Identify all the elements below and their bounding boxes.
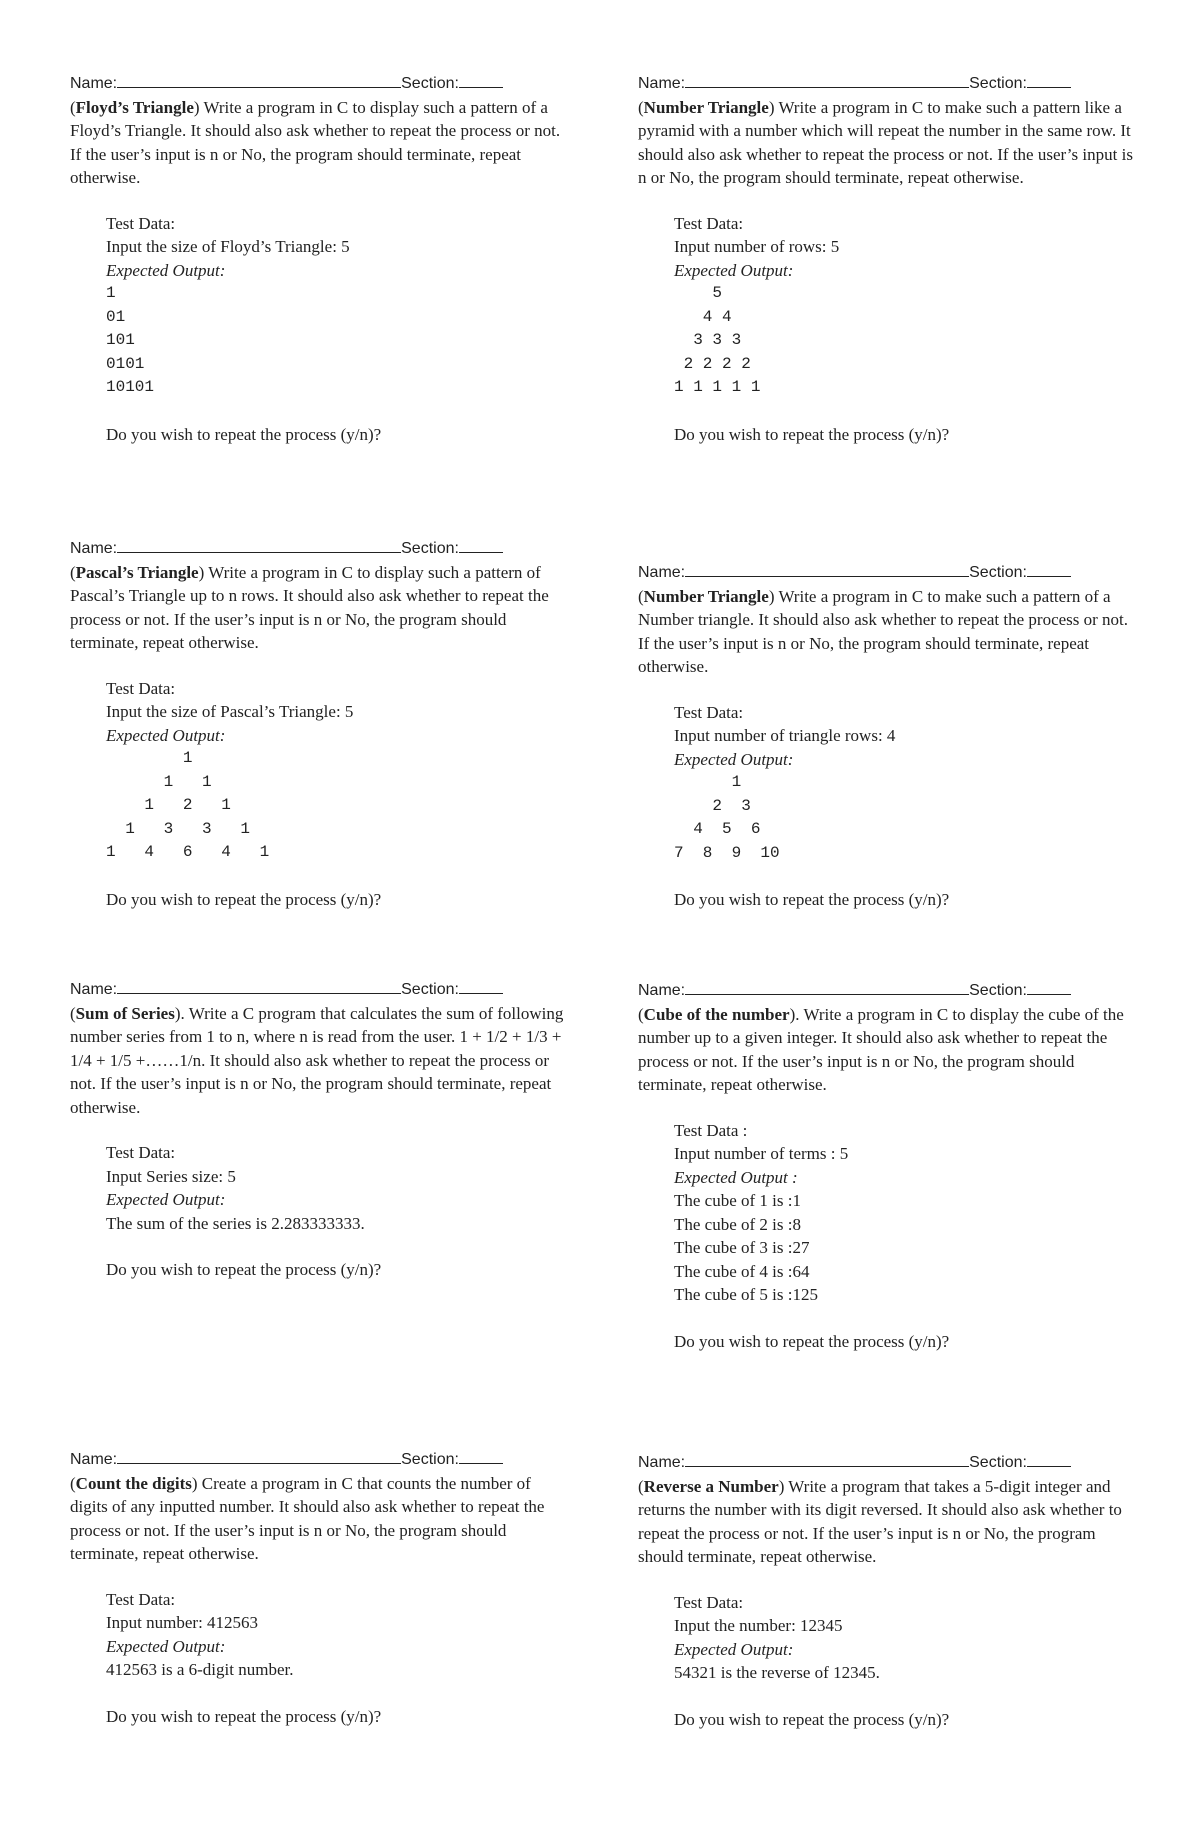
section-blank-line <box>1027 561 1071 577</box>
output-line: 1 <box>674 773 742 791</box>
section-label: Section: <box>401 540 459 557</box>
output-line: 2 2 2 2 <box>674 354 751 373</box>
card-header <box>70 978 570 1002</box>
section-blank-line <box>1027 1451 1071 1467</box>
output-line: 4 4 <box>674 307 732 326</box>
repeat-prompt: Do you wish to repeat the process (y/n)? <box>106 1706 382 1726</box>
name-label: Name: <box>70 75 118 92</box>
test-input-line: Input the size of Pascal’s Triangle: 5 <box>106 702 354 721</box>
problem-description: Write a program in C to display the cube of the number up to a given integer. It should also ask whether to repeat the process or not. If the user’s input is n or No, the program should terminate, repeat otherwise. <box>638 1004 1124 1094</box>
card-header <box>638 72 1138 96</box>
section-label: Section: <box>401 1451 459 1468</box>
expected-output-label: Expected Output: <box>674 260 794 280</box>
test-data-block <box>674 1119 1138 1354</box>
output-line: 1 4 6 4 1 <box>106 843 270 861</box>
test-data-label: Test Data: <box>674 213 744 233</box>
output-line: 54321 is the reverse of 12345. <box>674 1663 880 1682</box>
test-data-label: Test Data : <box>674 1120 748 1140</box>
problem-description: Write a program that takes a 5-digit integer and returns the number with its digit reversed. It should also ask whether to repeat the process or not. If the user’s input is n or No, the program should terminate, repeat otherwise. <box>638 1476 1122 1566</box>
output-line: 1 <box>106 284 116 302</box>
name-blank-line <box>685 979 969 995</box>
problem-description: Write a program in C to make such a pattern of a Number triangle. It should also ask whether to repeat the process or not. If the user’s input is n or No, the program should terminate, repeat otherwise. <box>638 586 1129 676</box>
section-blank-line <box>459 72 503 88</box>
test-input-line: Input the number: 12345 <box>674 1616 843 1635</box>
name-label: Name: <box>638 75 686 92</box>
section-label: Section: <box>969 75 1027 92</box>
exercise-card-sum-of-series <box>70 978 570 1282</box>
output-line: 412563 is a 6-digit number. <box>106 1660 294 1679</box>
exercise-card-count-digits <box>70 1448 570 1728</box>
test-input-line: Input number of rows: 5 <box>674 237 840 256</box>
problem-title: Number Triangle <box>643 586 769 606</box>
problem-statement: (Sum of Series). Write a C program that calculates the sum of following number series from 1 to n, where n is read from the user. 1 + 1/2 + 1/3 + 1/4 + 1/5 +……1/n. It should also ask whether to repeat the process or not. If the user’s input is n or No, the program should terminate, repeat otherwise. <box>70 1003 564 1117</box>
test-data-block <box>106 677 570 912</box>
section-blank-line <box>459 537 503 553</box>
problem-description: Write a C program that calculates the sum of following number series from 1 to n, where n is read from the user. 1 + 1/2 + 1/3 + 1/4 + 1/5 +……1/n. It should also ask whether to repeat the process or not. If the user’s input is n or No, the program should terminate, repeat otherwise. <box>70 1003 564 1117</box>
output-line: The cube of 4 is :64 <box>674 1261 810 1281</box>
output-line: 0101 <box>106 354 145 373</box>
problem-statement: (Count the digits) Create a program in C that counts the number of digits of any inputted number. It should also ask whether to repeat the process or not. If the user’s input is n or No, the program should terminate, repeat otherwise. <box>70 1473 545 1563</box>
name-label: Name: <box>638 564 686 581</box>
output-line: 5 <box>674 284 723 302</box>
name-blank-line <box>117 978 401 994</box>
name-label: Name: <box>638 1454 686 1471</box>
test-data-label: Test Data: <box>106 1143 176 1162</box>
test-input-line: Input number: 412563 <box>106 1613 259 1632</box>
test-input-line: Input the size of Floyd’s Triangle: 5 <box>106 237 350 256</box>
output-line: The sum of the series is 2.283333333. <box>106 1213 365 1233</box>
card-header <box>638 979 1138 1003</box>
test-input-line: Input number of triangle rows: 4 <box>674 726 896 745</box>
expected-output-label: Expected Output: <box>106 260 226 280</box>
output-line: 1 1 <box>106 772 212 791</box>
exercise-card-floyds-triangle <box>70 72 570 446</box>
problem-title: Pascal’s Triangle <box>75 562 199 582</box>
section-blank-line <box>459 978 503 994</box>
name-blank-line <box>117 1448 401 1464</box>
output-line: The cube of 1 is :1 <box>674 1191 801 1210</box>
problem-statement: (Pascal’s Triangle) Write a program in C to display such a pattern of Pascal’s Triangle up to n rows. It should also ask whether to repeat the process or not. If the user’s input is n or No, the program should terminate, repeat otherwise. <box>70 562 549 652</box>
problem-title: Floyd’s Triangle <box>75 97 194 117</box>
test-data-label: Test Data: <box>106 213 176 233</box>
card-header <box>638 1451 1138 1475</box>
section-label: Section: <box>969 1454 1027 1471</box>
problem-title: Cube of the number <box>643 1004 790 1024</box>
exercise-card-cube-of-number <box>638 979 1138 1353</box>
section-blank-line <box>1027 979 1071 995</box>
name-blank-line <box>117 72 401 88</box>
name-label: Name: <box>638 982 686 999</box>
output-line: 1 1 1 1 1 <box>674 378 761 396</box>
test-data-label: Test Data: <box>106 678 176 698</box>
repeat-prompt: Do you wish to repeat the process (y/n)? <box>106 424 382 444</box>
expected-output-label: Expected Output: <box>106 725 226 745</box>
test-input-line: Input Series size: 5 <box>106 1166 236 1186</box>
name-blank-line <box>685 1451 969 1467</box>
repeat-prompt: Do you wish to repeat the process (y/n)? <box>106 1260 382 1279</box>
card-header <box>70 1448 570 1472</box>
section-label: Section: <box>969 564 1027 581</box>
output-line: 4 5 6 <box>674 820 761 838</box>
test-data-block <box>106 212 570 447</box>
expected-output-label: Expected Output: <box>106 1190 226 1209</box>
problem-statement: (Number Triangle) Write a program in C to make such a pattern like a pyramid with a number which will repeat the number in the same row. It should also ask whether to repeat the process or not. If the user’s input is n or No, the program should terminate, repeat otherwise. <box>638 97 1133 187</box>
output-line: 1 3 3 1 <box>106 819 251 838</box>
exercise-card-reverse-number <box>638 1451 1138 1731</box>
output-line: 1 2 1 <box>106 796 231 814</box>
problem-description: Write a program in C to make such a pattern like a pyramid with a number which will repeat the number in the same row. It should also ask whether to repeat the process or not. If the user’s input is n or No, the program should terminate, repeat otherwise. <box>638 97 1133 187</box>
name-label: Name: <box>70 540 118 557</box>
expected-output-label: Expected Output: <box>674 749 794 769</box>
problem-title: Count the digits <box>75 1473 192 1493</box>
test-data-label: Test Data: <box>674 1592 744 1612</box>
output-line: The cube of 3 is :27 <box>674 1238 810 1257</box>
name-label: Name: <box>70 981 118 998</box>
exercise-card-number-pyramid <box>638 72 1138 446</box>
output-line: 7 8 9 10 <box>674 843 780 862</box>
problem-statement: (Floyd’s Triangle) Write a program in C to display such a pattern of a Floyd’s Triangle. It should also ask whether to repeat the process or not. If the user’s input is n or No, the program should terminate, repeat otherwise. <box>70 97 561 187</box>
name-label: Name: <box>70 1451 118 1468</box>
repeat-prompt: Do you wish to repeat the process (y/n)? <box>106 889 382 909</box>
problem-description: Write a program in C to display such a pattern of Pascal’s Triangle up to n rows. It should also ask whether to repeat the process or not. If the user’s input is n or No, the program should terminate, repeat otherwise. <box>70 562 549 652</box>
problem-statement: (Reverse a Number) Write a program that takes a 5-digit integer and returns the number with its digit reversed. It should also ask whether to repeat the process or not. If the user’s input is n or No, the program should terminate, repeat otherwise. <box>638 1476 1122 1566</box>
exercise-card-pascals-triangle <box>70 537 570 911</box>
repeat-prompt: Do you wish to repeat the process (y/n)? <box>674 890 950 909</box>
exercise-card-number-triangle <box>638 561 1138 912</box>
output-line: 2 3 <box>674 796 751 815</box>
test-data-block <box>106 1588 570 1729</box>
expected-output-label: Expected Output : <box>674 1167 798 1187</box>
problem-description: Create a program in C that counts the number of digits of any inputted number. It should also ask whether to repeat the process or not. If the user’s input is n or No, the program should terminate, repeat otherwise. <box>70 1473 545 1563</box>
problem-statement: (Cube of the number). Write a program in C to display the cube of the number up to a given integer. It should also ask whether to repeat the process or not. If the user’s input is n or No, the program should terminate, repeat otherwise. <box>638 1004 1124 1094</box>
card-header <box>638 561 1138 585</box>
test-data-block <box>106 1141 570 1282</box>
name-blank-line <box>685 72 969 88</box>
name-blank-line <box>117 537 401 553</box>
card-header <box>70 537 570 561</box>
expected-output-label: Expected Output: <box>674 1639 794 1659</box>
repeat-prompt: Do you wish to repeat the process (y/n)? <box>674 424 950 444</box>
output-line: 1 <box>106 749 193 767</box>
test-input-line: Input number of terms : 5 <box>674 1144 849 1163</box>
problem-title: Sum of Series <box>75 1003 175 1023</box>
section-label: Section: <box>401 75 459 92</box>
output-line: 01 <box>106 307 126 326</box>
output-line: 3 3 3 <box>674 331 742 349</box>
section-blank-line <box>459 1448 503 1464</box>
test-data-block <box>674 701 1138 912</box>
problem-title: Number Triangle <box>643 97 769 117</box>
section-blank-line <box>1027 72 1071 88</box>
problem-title: Reverse a Number <box>643 1476 779 1496</box>
output-line: 101 <box>106 331 135 349</box>
name-blank-line <box>685 561 969 577</box>
problem-statement: (Number Triangle) Write a program in C to make such a pattern of a Number triangle. It should also ask whether to repeat the process or not. If the user’s input is n or No, the program should terminate, repeat otherwise. <box>638 586 1129 676</box>
card-header <box>70 72 570 96</box>
expected-output-label: Expected Output: <box>106 1636 226 1656</box>
problem-description: Write a program in C to display such a pattern of a Floyd’s Triangle. It should also ask whether to repeat the process or not. If the user’s input is n or No, the program should terminate, repeat otherwise. <box>70 97 561 187</box>
repeat-prompt: Do you wish to repeat the process (y/n)? <box>674 1331 950 1351</box>
test-data-label: Test Data: <box>674 702 744 722</box>
section-label: Section: <box>969 982 1027 999</box>
repeat-prompt: Do you wish to repeat the process (y/n)? <box>674 1709 950 1729</box>
output-line: 10101 <box>106 378 155 396</box>
test-data-block <box>674 1591 1138 1732</box>
section-label: Section: <box>401 981 459 998</box>
test-data-label: Test Data: <box>106 1589 176 1609</box>
output-line: The cube of 5 is :125 <box>674 1285 818 1304</box>
output-line: The cube of 2 is :8 <box>674 1214 801 1234</box>
test-data-block <box>674 212 1138 447</box>
